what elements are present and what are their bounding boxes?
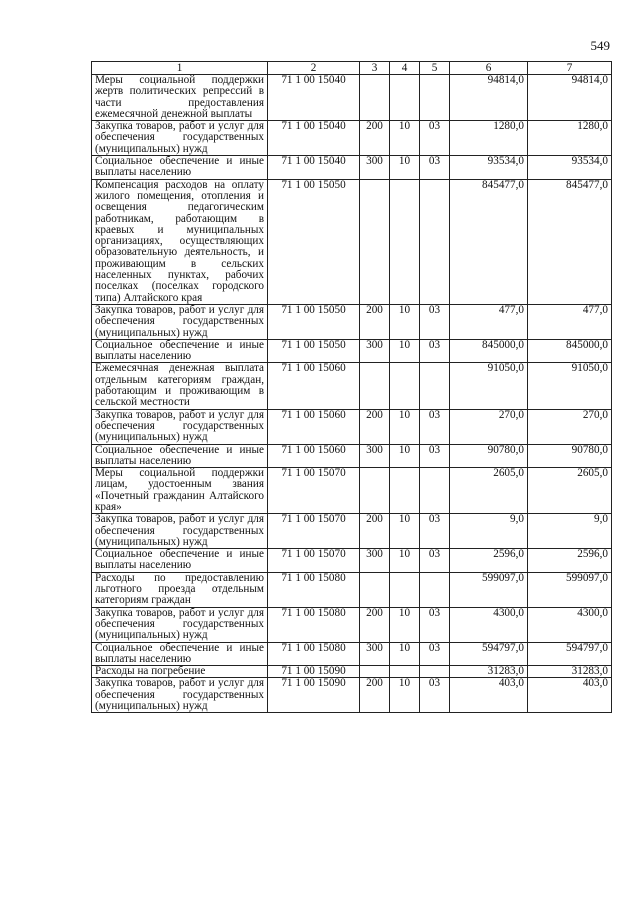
table-row (92, 121, 612, 156)
row-expense-type-cell (360, 468, 390, 514)
row-expense-type-cell (360, 572, 390, 607)
row-section-cell: 10 (390, 339, 420, 363)
row-section-cell (390, 75, 420, 121)
row-expense-type-cell: 200 (360, 607, 390, 642)
row-name-cell: Меры социальной поддержки жертв политических репрессий в части предоставления ежемесячной денежной выплаты (92, 75, 268, 121)
budget-table (91, 61, 612, 713)
row-code-cell: 71 1 00 15070 (268, 468, 360, 514)
row-amount-cell: 270,0 (528, 409, 612, 444)
column-header: 3 (360, 62, 390, 75)
row-subsection-cell: 03 (420, 409, 450, 444)
row-amount-cell: 599097,0 (450, 572, 528, 607)
row-section-cell: 10 (390, 549, 420, 573)
row-section-cell: 10 (390, 444, 420, 468)
row-code-cell: 71 1 00 15090 (268, 678, 360, 713)
row-amount-cell: 2605,0 (450, 468, 528, 514)
row-amount-cell: 90780,0 (450, 444, 528, 468)
row-code-cell: 71 1 00 15060 (268, 363, 360, 409)
column-header: 4 (390, 62, 420, 75)
row-section-cell: 10 (390, 642, 420, 666)
row-amount-cell: 91050,0 (528, 363, 612, 409)
row-amount-cell: 845477,0 (450, 179, 528, 304)
row-expense-type-cell (360, 179, 390, 304)
column-header: 5 (420, 62, 450, 75)
row-code-cell: 71 1 00 15050 (268, 179, 360, 304)
row-section-cell (390, 179, 420, 304)
row-expense-type-cell (360, 666, 390, 678)
row-amount-cell: 90780,0 (528, 444, 612, 468)
row-expense-type-cell: 300 (360, 549, 390, 573)
row-code-cell: 71 1 00 15060 (268, 444, 360, 468)
row-amount-cell: 93534,0 (528, 156, 612, 180)
row-code-cell: 71 1 00 15070 (268, 549, 360, 573)
row-code-cell: 71 1 00 15040 (268, 75, 360, 121)
row-expense-type-cell: 200 (360, 678, 390, 713)
row-subsection-cell (420, 572, 450, 607)
row-subsection-cell: 03 (420, 642, 450, 666)
row-section-cell: 10 (390, 678, 420, 713)
row-section-cell (390, 666, 420, 678)
table-row (92, 444, 612, 468)
row-amount-cell: 403,0 (528, 678, 612, 713)
row-amount-cell: 31283,0 (450, 666, 528, 678)
row-section-cell: 10 (390, 409, 420, 444)
row-amount-cell: 4300,0 (450, 607, 528, 642)
row-amount-cell: 4300,0 (528, 607, 612, 642)
row-code-cell: 71 1 00 15040 (268, 156, 360, 180)
row-name-cell: Меры социальной поддержки лицам, удостоенным звания «Почетный гражданин Алтайского края» (92, 468, 268, 514)
column-header: 7 (528, 62, 612, 75)
table-row (92, 75, 612, 121)
row-name-cell: Социальное обеспечение и иные выплаты населению (92, 642, 268, 666)
row-amount-cell: 9,0 (450, 514, 528, 549)
row-subsection-cell (420, 363, 450, 409)
table-row (92, 572, 612, 607)
row-section-cell: 10 (390, 514, 420, 549)
row-subsection-cell: 03 (420, 444, 450, 468)
row-section-cell: 10 (390, 121, 420, 156)
row-subsection-cell: 03 (420, 678, 450, 713)
row-code-cell: 71 1 00 15050 (268, 339, 360, 363)
row-amount-cell: 845477,0 (528, 179, 612, 304)
row-expense-type-cell: 300 (360, 339, 390, 363)
row-subsection-cell: 03 (420, 339, 450, 363)
row-name-cell: Социальное обеспечение и иные выплаты населению (92, 549, 268, 573)
row-expense-type-cell: 300 (360, 642, 390, 666)
row-amount-cell: 270,0 (450, 409, 528, 444)
row-amount-cell: 477,0 (450, 304, 528, 339)
column-header: 6 (450, 62, 528, 75)
row-expense-type-cell: 300 (360, 444, 390, 468)
row-code-cell: 71 1 00 15080 (268, 572, 360, 607)
page-number: 549 (590, 38, 610, 53)
row-subsection-cell: 03 (420, 156, 450, 180)
row-name-cell: Социальное обеспечение и иные выплаты населению (92, 156, 268, 180)
row-code-cell: 71 1 00 15080 (268, 642, 360, 666)
row-amount-cell: 594797,0 (450, 642, 528, 666)
row-section-cell: 10 (390, 607, 420, 642)
row-expense-type-cell: 200 (360, 409, 390, 444)
row-expense-type-cell: 200 (360, 304, 390, 339)
row-subsection-cell: 03 (420, 607, 450, 642)
table-row (92, 409, 612, 444)
row-amount-cell: 94814,0 (528, 75, 612, 121)
row-amount-cell: 599097,0 (528, 572, 612, 607)
row-name-cell: Закупка товаров, работ и услуг для обеспечения государственных (муниципальных) нужд (92, 121, 268, 156)
row-amount-cell: 477,0 (528, 304, 612, 339)
row-subsection-cell: 03 (420, 304, 450, 339)
row-name-cell: Закупка товаров, работ и услуг для обеспечения государственных (муниципальных) нужд (92, 607, 268, 642)
row-code-cell: 71 1 00 15050 (268, 304, 360, 339)
row-name-cell: Расходы на погребение (92, 666, 268, 678)
row-code-cell: 71 1 00 15080 (268, 607, 360, 642)
table-row (92, 468, 612, 514)
row-amount-cell: 31283,0 (528, 666, 612, 678)
row-amount-cell: 2596,0 (528, 549, 612, 573)
row-expense-type-cell (360, 363, 390, 409)
header-row (92, 62, 612, 75)
row-subsection-cell (420, 468, 450, 514)
row-code-cell: 71 1 00 15060 (268, 409, 360, 444)
row-name-cell: Закупка товаров, работ и услуг для обеспечения государственных (муниципальных) нужд (92, 409, 268, 444)
row-section-cell: 10 (390, 304, 420, 339)
row-code-cell: 71 1 00 15040 (268, 121, 360, 156)
row-section-cell (390, 363, 420, 409)
row-amount-cell: 594797,0 (528, 642, 612, 666)
row-subsection-cell: 03 (420, 121, 450, 156)
row-name-cell: Ежемесячная денежная выплата отдельным категориям граждан, работающим и проживающим в сельской местности (92, 363, 268, 409)
table-row (92, 304, 612, 339)
row-expense-type-cell (360, 75, 390, 121)
row-subsection-cell (420, 666, 450, 678)
row-section-cell (390, 572, 420, 607)
table-row (92, 514, 612, 549)
row-subsection-cell: 03 (420, 549, 450, 573)
row-subsection-cell (420, 75, 450, 121)
row-name-cell: Закупка товаров, работ и услуг для обеспечения государственных (муниципальных) нужд (92, 304, 268, 339)
row-expense-type-cell: 200 (360, 121, 390, 156)
row-amount-cell: 1280,0 (528, 121, 612, 156)
row-code-cell: 71 1 00 15090 (268, 666, 360, 678)
row-section-cell (390, 468, 420, 514)
row-subsection-cell: 03 (420, 514, 450, 549)
row-amount-cell: 2596,0 (450, 549, 528, 573)
row-amount-cell: 2605,0 (528, 468, 612, 514)
row-amount-cell: 91050,0 (450, 363, 528, 409)
table-row (92, 678, 612, 713)
row-expense-type-cell: 200 (360, 514, 390, 549)
row-name-cell: Закупка товаров, работ и услуг для обеспечения государственных (муниципальных) нужд (92, 514, 268, 549)
table-row (92, 179, 612, 304)
row-amount-cell: 403,0 (450, 678, 528, 713)
column-header: 1 (92, 62, 268, 75)
row-section-cell: 10 (390, 156, 420, 180)
row-subsection-cell (420, 179, 450, 304)
column-header: 2 (268, 62, 360, 75)
row-amount-cell: 845000,0 (528, 339, 612, 363)
row-amount-cell: 1280,0 (450, 121, 528, 156)
table-row (92, 607, 612, 642)
row-amount-cell: 93534,0 (450, 156, 528, 180)
table-row (92, 549, 612, 573)
row-expense-type-cell: 300 (360, 156, 390, 180)
row-name-cell: Социальное обеспечение и иные выплаты населению (92, 444, 268, 468)
row-name-cell: Закупка товаров, работ и услуг для обеспечения государственных (муниципальных) нужд (92, 678, 268, 713)
table-body (92, 75, 612, 713)
row-name-cell: Расходы по предоставлению льготного проезда отдельным категориям граждан (92, 572, 268, 607)
row-amount-cell: 94814,0 (450, 75, 528, 121)
row-amount-cell: 845000,0 (450, 339, 528, 363)
table-row (92, 666, 612, 678)
row-name-cell: Социальное обеспечение и иные выплаты населению (92, 339, 268, 363)
table-row (92, 642, 612, 666)
row-name-cell: Компенсация расходов на оплату жилого помещения, отопления и освещения педагогическим работникам, работающим в краевых и муниципальных организациях, осуществляющих образовательную деятельность, и проживающим в сельских населенных пунктах, рабочих поселках (поселках городского типа) Алтайского края (92, 179, 268, 304)
table-row (92, 363, 612, 409)
table-row (92, 156, 612, 180)
row-amount-cell: 9,0 (528, 514, 612, 549)
table-row (92, 339, 612, 363)
row-code-cell: 71 1 00 15070 (268, 514, 360, 549)
